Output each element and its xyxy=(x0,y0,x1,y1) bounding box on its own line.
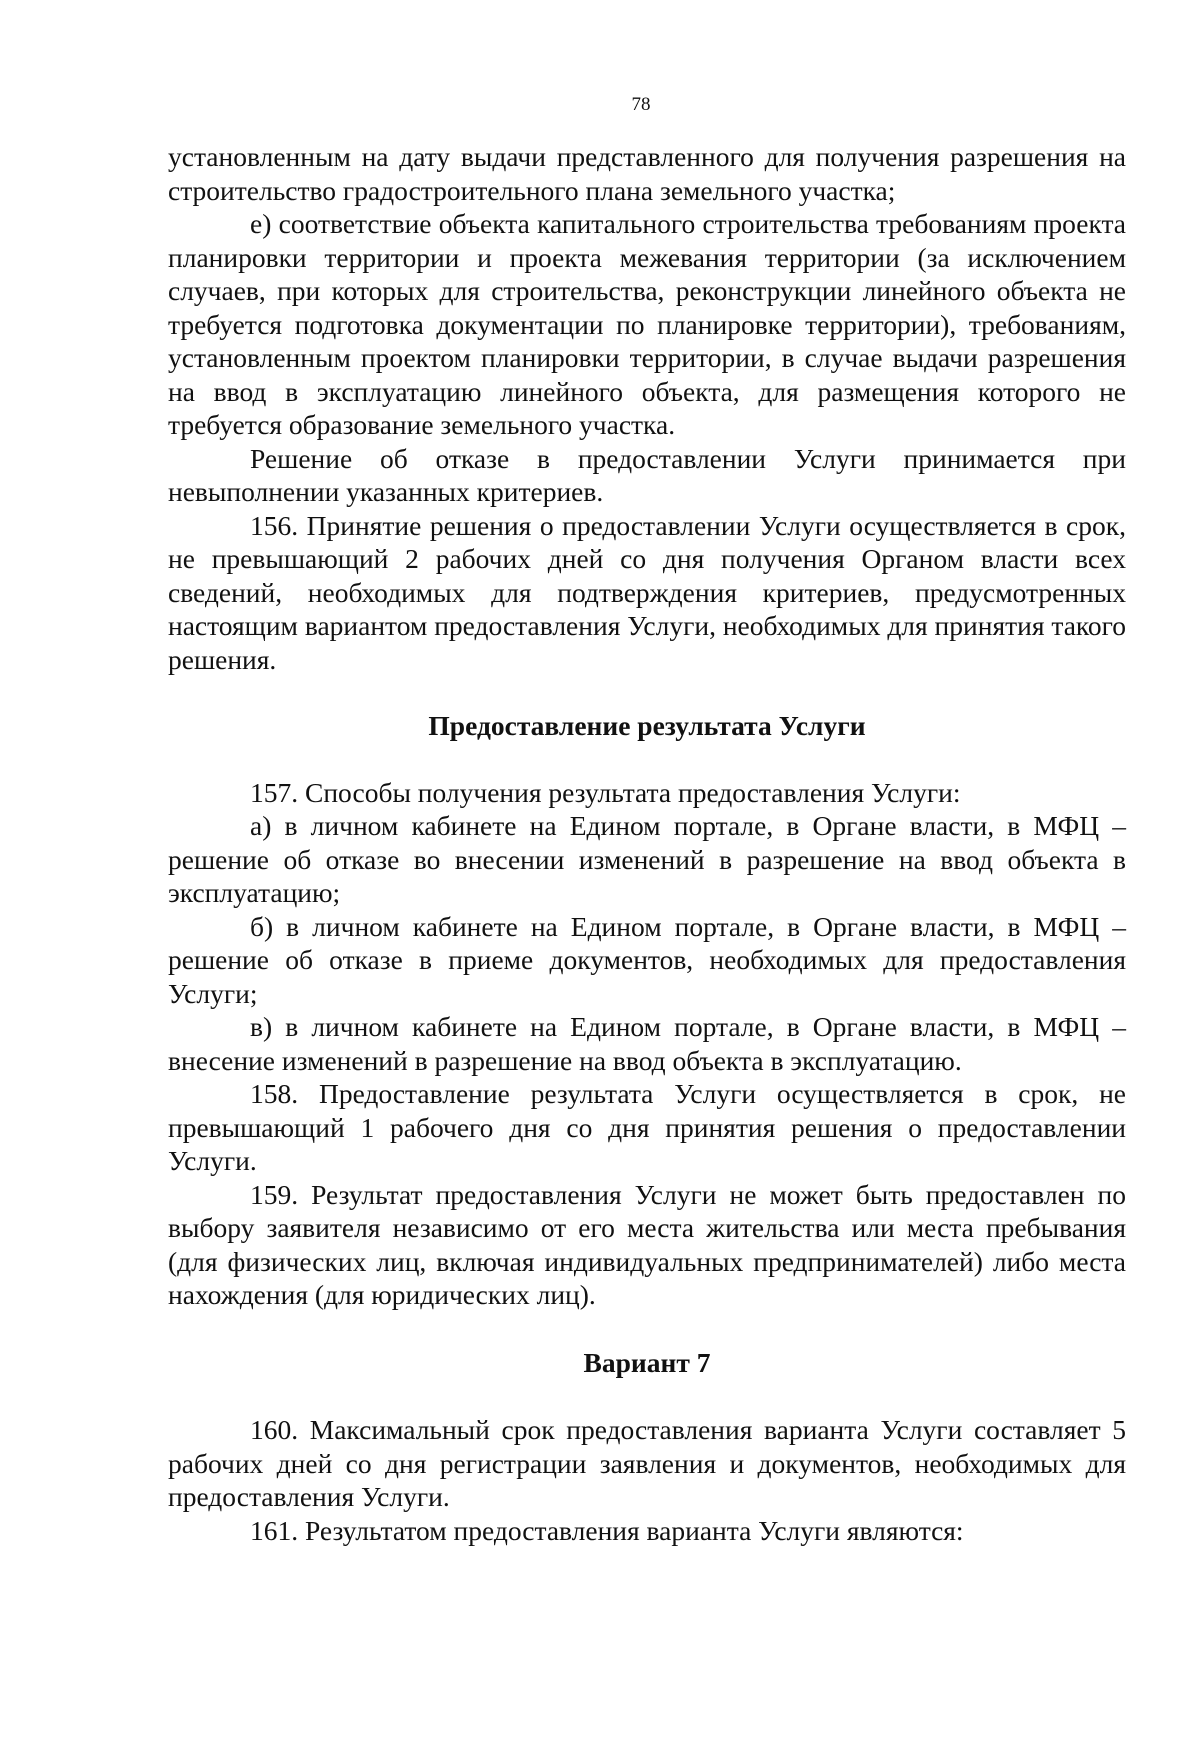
document-body xyxy=(168,140,1126,1547)
paragraph-157-v: в) в личном кабинете на Едином портале, в Органе власти, в МФЦ – внесение изменений в разрешение на ввод объекта в эксплуатацию. xyxy=(168,1011,1126,1076)
paragraph-158: 158. Предоставление результата Услуги осуществляется в срок, не превышающий 1 рабочего дня со дня принятия решения о предоставлении Услуги. xyxy=(168,1078,1126,1176)
section-heading-result: Предоставление результата Услуги xyxy=(428,710,866,741)
paragraph-157: 157. Способы получения результата предоставления Услуги: xyxy=(250,776,961,808)
paragraph-156: 156. Принятие решения о предоставлении Услуги осуществляется в срок, не превышающий 2 рабочих дней со дня получения Органом власти всех сведений, необходимых для подтверждения критериев, предусмотренных настоящим вариантом предоставления Услуги, необходимых для принятия такого решения. xyxy=(168,509,1126,675)
section-heading-variant-7: Вариант 7 xyxy=(583,1346,711,1378)
paragraph-157-a: а) в личном кабинете на Едином портале, в Органе власти, в МФЦ – решение об отказе во внесении изменений в разрешение на ввод объекта в эксплуатацию; xyxy=(168,810,1126,908)
page-number: 78 xyxy=(631,94,651,115)
paragraph-continuation: установленным на дату выдачи представленного для получения разрешения на строительство градостроительного плана земельного участка; xyxy=(168,141,1126,206)
paragraph-159: 159. Результат предоставления Услуги не может быть предоставлен по выбору заявителя независимо от его места жительства или места пребывания (для физических лиц, включая индивидуальных предпринимателей) либо места нахождения (для юридических лиц). xyxy=(168,1178,1126,1310)
paragraph-refusal-decision: Решение об отказе в предоставлении Услуги принимается при невыполнении указанных критериев. xyxy=(168,442,1126,507)
paragraph-161: 161. Результатом предоставления варианта Услуги являются: xyxy=(250,1514,964,1546)
paragraph-item-e: е) соответствие объекта капитального строительства требованиям проекта планировки территории и проекта межевания территории (за исключением случаев, при которых для строительства, реконструкции линейного объекта не требуется подготовка документации по планировке территории), требованиям, установленным проектом планировки территории, в случае выдачи разрешения на ввод в эксплуатацию линейного объекта, для размещения которого не требуется образование земельного участка. xyxy=(168,208,1126,440)
paragraph-160: 160. Максимальный срок предоставления варианта Услуги составляет 5 рабочих дней со дня регистрации заявления и документов, необходимых для предоставления Услуги. xyxy=(168,1414,1126,1512)
paragraph-157-b: б) в личном кабинете на Едином портале, в Органе власти, в МФЦ – решение об отказе в приеме документов, необходимых для предоставления Услуги; xyxy=(168,910,1126,1009)
